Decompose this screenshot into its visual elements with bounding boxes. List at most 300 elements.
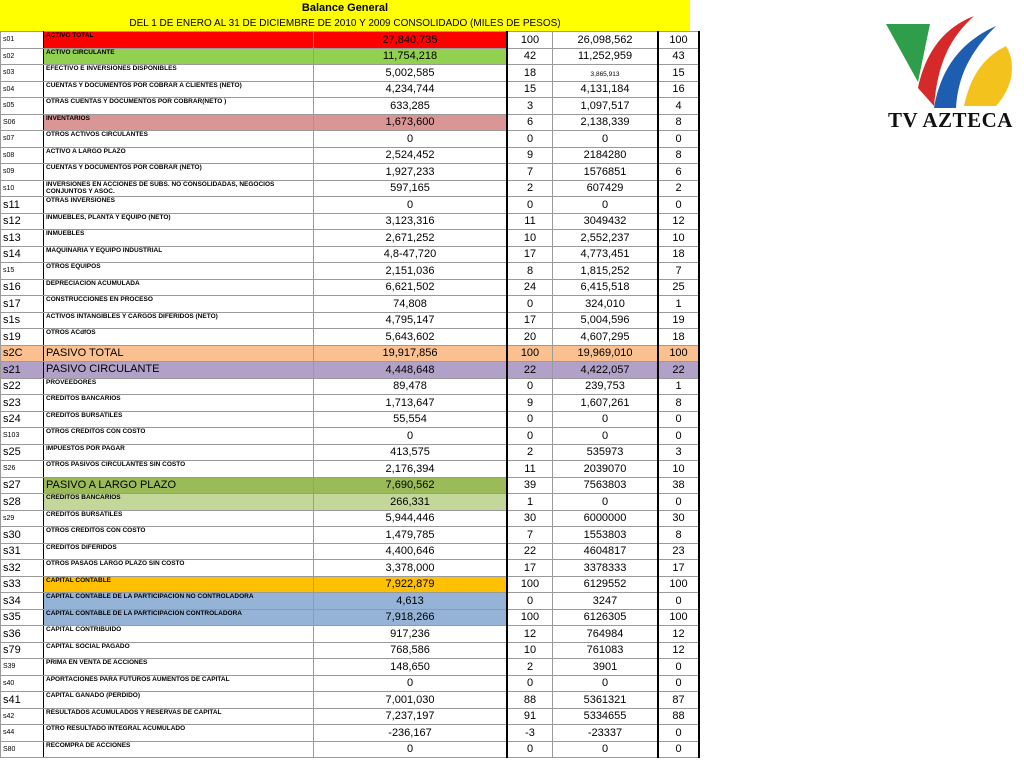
value-2010-text: 4,8-47,720 [383, 248, 437, 261]
percent-2010 [507, 329, 553, 346]
table-row [1, 279, 700, 296]
value-2009-text: 6000000 [583, 512, 627, 525]
row-code-text: s15 [3, 267, 15, 275]
value-2010 [314, 560, 508, 577]
row-description [44, 444, 314, 461]
percent-2010-text: 7 [526, 165, 534, 178]
table-row [1, 741, 700, 758]
value-2010-text: -236,167 [388, 726, 432, 739]
row-description-text: CREDITOS BURSATILES [46, 510, 123, 518]
value-2010 [314, 81, 508, 98]
balance-table [0, 31, 700, 758]
value-2010-text: 1,713,647 [385, 396, 435, 409]
percent-2010-text: 12 [523, 627, 537, 640]
percent-2009-text: 2 [675, 182, 682, 195]
value-2010 [314, 180, 508, 197]
value-2009-text: 1,815,252 [580, 264, 630, 277]
value-2009-text: 535973 [586, 446, 624, 459]
row-description-text: CAPITAL SOCIAL PAGADO [46, 642, 130, 650]
table-row [1, 312, 700, 329]
percent-2010 [507, 114, 553, 131]
row-code-text: S80 [3, 745, 16, 753]
value-2009 [553, 741, 659, 758]
percent-2009-text: 100 [669, 578, 688, 591]
value-2009 [553, 576, 659, 593]
row-code-text: s22 [3, 380, 21, 393]
value-2010 [314, 477, 508, 494]
value-2009 [553, 312, 659, 329]
percent-2009 [658, 576, 699, 593]
row-description-text: OTROS CREDITOS CON COSTO [46, 527, 146, 534]
row-code-text: s32 [3, 561, 21, 574]
percent-2010 [507, 576, 553, 593]
value-2010 [314, 741, 508, 758]
row-code [1, 560, 44, 577]
percent-2009 [658, 81, 699, 98]
row-description-text: IMPUESTOS POR PAGAR [46, 444, 125, 452]
percent-2010-text: 8 [526, 264, 534, 277]
row-description [44, 543, 314, 560]
table-row [1, 642, 700, 659]
percent-2010 [507, 65, 553, 82]
row-code-text: s09 [3, 168, 15, 176]
value-2009 [553, 428, 659, 445]
percent-2009-text: 8 [675, 396, 682, 409]
row-description-text: OTROS PASIVOS CIRCULANTES SIN COSTO [46, 461, 186, 468]
row-code [1, 395, 44, 412]
row-code-text: s41 [3, 693, 21, 706]
table-row [1, 477, 700, 494]
value-2009-text: 19,969,010 [577, 347, 633, 360]
value-2009 [553, 378, 659, 395]
value-2010 [314, 131, 508, 148]
value-2010 [314, 510, 508, 527]
row-description-text: INMUEBLES [46, 230, 85, 237]
percent-2010 [507, 246, 553, 263]
percent-2009 [658, 659, 699, 676]
percent-2010-text: 100 [520, 611, 540, 624]
value-2009-text: 1576851 [583, 165, 627, 178]
percent-2010 [507, 609, 553, 626]
row-description-text: PRIMA EN VENTA DE ACCIONES [46, 659, 148, 666]
percent-2009 [658, 741, 699, 758]
percent-2010 [507, 411, 553, 428]
percent-2009 [658, 444, 699, 461]
percent-2010 [507, 213, 553, 230]
percent-2010-text: 0 [526, 132, 534, 145]
percent-2009-text: 10 [672, 462, 685, 475]
value-2010 [314, 609, 508, 626]
row-code [1, 164, 44, 181]
row-code-text: s1s [3, 314, 21, 327]
percent-2009-text: 18 [672, 330, 685, 343]
value-2010 [314, 65, 508, 82]
row-code [1, 362, 44, 379]
table-row [1, 246, 700, 263]
value-2010 [314, 98, 508, 115]
row-code-text: S06 [3, 118, 16, 126]
percent-2010-text: 100 [520, 347, 540, 360]
percent-2009 [658, 560, 699, 577]
percent-2009-text: 87 [672, 693, 685, 706]
row-code-text: s42 [3, 712, 15, 720]
percent-2010-text: 17 [523, 561, 537, 574]
value-2010 [314, 329, 508, 346]
percent-2009 [658, 362, 699, 379]
row-code-text: s27 [3, 479, 21, 492]
percent-2010 [507, 510, 553, 527]
percent-2009 [658, 411, 699, 428]
percent-2010 [507, 48, 553, 65]
percent-2009 [658, 378, 699, 395]
percent-2009 [658, 197, 699, 214]
percent-2010-text: 88 [523, 693, 537, 706]
row-code-text: s44 [3, 729, 15, 737]
value-2009-text: 26,098,562 [577, 33, 633, 46]
row-code [1, 593, 44, 610]
value-2009-text: 3,865,913 [590, 70, 620, 78]
table-row [1, 114, 700, 131]
row-description-text: OTRO RESULTADO INTEGRAL ACUMULADO [46, 725, 186, 732]
row-description-text: CREDITOS BANCARIOS [46, 494, 121, 501]
row-code-text: S39 [3, 663, 16, 671]
percent-2010 [507, 263, 553, 280]
value-2009 [553, 263, 659, 280]
percent-2009-text: 8 [675, 149, 682, 162]
row-code [1, 98, 44, 115]
percent-2010-text: 10 [523, 231, 537, 244]
row-code [1, 527, 44, 544]
percent-2010-text: 20 [523, 330, 537, 343]
value-2010-text: 5,643,602 [385, 330, 435, 343]
value-2010-text: 2,524,452 [385, 149, 435, 162]
percent-2010 [507, 692, 553, 709]
value-2010 [314, 708, 508, 725]
percent-2009 [658, 180, 699, 197]
row-code-text: s36 [3, 627, 21, 640]
value-2010 [314, 345, 508, 362]
row-description-text: OTROS ACTIVOS CIRCULANTES [46, 131, 148, 138]
table-row [1, 560, 700, 577]
value-2009-text: 6,415,518 [580, 281, 630, 294]
row-description-text: CREDITOS DIFERIDOS [46, 543, 117, 551]
percent-2009 [658, 263, 699, 280]
row-description [44, 741, 314, 758]
percent-2010 [507, 197, 553, 214]
percent-2010 [507, 164, 553, 181]
percent-2009-text: 6 [675, 165, 682, 178]
value-2009 [553, 527, 659, 544]
row-description-text: ACTIVO TOTAL [46, 32, 94, 39]
value-2009 [553, 543, 659, 560]
percent-2010-text: 0 [526, 198, 534, 211]
percent-2009 [658, 642, 699, 659]
value-2009 [553, 362, 659, 379]
percent-2010 [507, 180, 553, 197]
row-description-text: PROVEEDORES [46, 378, 97, 386]
percent-2010-text: 2 [526, 660, 534, 673]
row-description-text: PASIVO TOTAL [46, 346, 124, 359]
value-2010 [314, 378, 508, 395]
percent-2010-text: 18 [523, 66, 537, 79]
percent-2009-text: 8 [675, 528, 682, 541]
percent-2009 [658, 296, 699, 313]
row-description-text: INVENTARIOS [46, 114, 90, 122]
percent-2010-text: 0 [526, 677, 534, 690]
percent-2009-text: 15 [672, 66, 685, 79]
row-description [44, 378, 314, 395]
table-row [1, 659, 700, 676]
row-description [44, 708, 314, 725]
value-2010-text: 1,479,785 [385, 528, 435, 541]
value-2010-text: 7,237,197 [385, 710, 435, 723]
value-2009 [553, 510, 659, 527]
table-row [1, 708, 700, 725]
row-code-text: s11 [3, 198, 20, 211]
percent-2010 [507, 626, 553, 643]
value-2009 [553, 444, 659, 461]
value-2010-text: 7,918,266 [385, 611, 435, 624]
value-2010-text: 633,285 [390, 99, 430, 112]
value-2010-text: 7,690,562 [385, 479, 435, 492]
value-2010-text: 4,795,147 [385, 314, 435, 327]
row-description-text: CAPITAL CONTRIBUIDO [46, 626, 122, 633]
table-row [1, 461, 700, 478]
value-2009 [553, 395, 659, 412]
row-description [44, 296, 314, 313]
value-2010 [314, 32, 508, 49]
percent-2009-text: 17 [672, 561, 685, 574]
row-code [1, 296, 44, 313]
row-code [1, 263, 44, 280]
row-description [44, 477, 314, 494]
table-row [1, 98, 700, 115]
value-2009 [553, 411, 659, 428]
percent-2010-text: 42 [523, 50, 537, 63]
value-2009 [553, 180, 659, 197]
row-code-text: S26 [3, 465, 16, 473]
row-description [44, 428, 314, 445]
value-2009-text: 1553803 [583, 528, 627, 541]
row-description [44, 65, 314, 82]
percent-2009 [658, 246, 699, 263]
row-description [44, 345, 314, 362]
value-2010-text: 5,944,446 [385, 512, 435, 525]
row-code [1, 642, 44, 659]
value-2009 [553, 345, 659, 362]
row-description [44, 114, 314, 131]
percent-2010 [507, 725, 553, 742]
row-code [1, 675, 44, 692]
row-description [44, 312, 314, 329]
value-2010-text: 0 [406, 677, 414, 690]
row-code [1, 32, 44, 49]
table-row [1, 345, 700, 362]
percent-2010 [507, 230, 553, 247]
row-description-text: CAPITAL CONTABLE [46, 576, 111, 584]
row-description [44, 692, 314, 709]
value-2009-text: 1,097,517 [580, 99, 630, 112]
value-2010 [314, 213, 508, 230]
row-code [1, 329, 44, 346]
row-code-text: s12 [3, 215, 21, 228]
value-2009 [553, 230, 659, 247]
percent-2009-text: 0 [675, 660, 682, 673]
percent-2009 [658, 98, 699, 115]
percent-2010-text: 9 [526, 396, 534, 409]
percent-2009-text: 4 [675, 99, 682, 112]
row-description-text: OTROS PASAOS LARGO PLAZO SIN COSTO [46, 560, 185, 567]
value-2009 [553, 626, 659, 643]
percent-2009-text: 3 [675, 446, 682, 459]
row-description [44, 461, 314, 478]
value-2009-text: 0 [601, 429, 609, 442]
value-2009 [553, 675, 659, 692]
table-row [1, 395, 700, 412]
row-code-text: s2C [3, 347, 23, 360]
value-2010 [314, 593, 508, 610]
row-code-text: s10 [3, 184, 15, 192]
row-description-text: OTROS ACdfOS [46, 329, 96, 336]
row-code [1, 230, 44, 247]
value-2010 [314, 296, 508, 313]
table-row [1, 81, 700, 98]
sheet-subtitle: DEL 1 DE ENERO AL 31 DE DICIEMBRE DE 2010 Y 2009 CONSOLIDADO (MILES DE PESOS) [0, 16, 690, 31]
row-code-text: s07 [3, 135, 15, 143]
percent-2010 [507, 543, 553, 560]
row-description [44, 98, 314, 115]
table-row [1, 692, 700, 709]
row-description [44, 246, 314, 263]
value-2009-text: -23337 [587, 726, 623, 739]
percent-2010-text: 17 [523, 314, 537, 327]
value-2009 [553, 461, 659, 478]
value-2010 [314, 312, 508, 329]
value-2010 [314, 527, 508, 544]
value-2010-text: 7,001,030 [385, 693, 435, 706]
percent-2009-text: 100 [669, 611, 688, 624]
row-code-text: s79 [3, 644, 21, 657]
row-description [44, 197, 314, 214]
row-code-text: s40 [3, 679, 15, 687]
percent-2009-text: 19 [672, 314, 685, 327]
row-description [44, 263, 314, 280]
value-2010 [314, 362, 508, 379]
value-2009-text: 6129552 [583, 578, 627, 591]
row-code-text: s35 [3, 611, 21, 624]
table-row [1, 626, 700, 643]
value-2009-text: 324,010 [585, 297, 625, 310]
percent-2009 [658, 593, 699, 610]
value-2010 [314, 411, 508, 428]
percent-2010 [507, 444, 553, 461]
percent-2009-text: 7 [675, 264, 682, 277]
percent-2010 [507, 428, 553, 445]
row-description [44, 147, 314, 164]
row-code [1, 312, 44, 329]
table-row [1, 213, 700, 230]
value-2010-text: 597,165 [390, 182, 430, 195]
table-row [1, 65, 700, 82]
table-row [1, 675, 700, 692]
percent-2009 [658, 543, 699, 560]
percent-2009-text: 38 [672, 479, 685, 492]
value-2010-text: 2,176,394 [385, 462, 435, 475]
value-2010 [314, 461, 508, 478]
value-2010-text: 0 [406, 429, 414, 442]
value-2009 [553, 609, 659, 626]
value-2009-text: 0 [601, 413, 609, 426]
percent-2009 [658, 131, 699, 148]
row-description [44, 32, 314, 49]
value-2009-text: 5,004,596 [580, 314, 630, 327]
percent-2010 [507, 560, 553, 577]
row-description [44, 609, 314, 626]
percent-2010 [507, 675, 553, 692]
row-code-text: s16 [3, 281, 21, 294]
value-2010-text: 2,671,252 [385, 231, 435, 244]
row-description-text: MAQUINARIA Y EQUIPO INDUSTRIAL [46, 246, 163, 254]
row-code-text: s05 [3, 102, 15, 110]
percent-2010-text: 0 [526, 413, 534, 426]
row-code [1, 48, 44, 65]
percent-2010-text: 11 [524, 215, 536, 228]
row-description [44, 675, 314, 692]
row-description [44, 659, 314, 676]
value-2009-text: 5361321 [583, 693, 627, 706]
percent-2010 [507, 98, 553, 115]
row-code-text: s23 [3, 396, 21, 409]
percent-2010-text: 2 [526, 182, 534, 195]
percent-2010-text: 24 [523, 281, 537, 294]
percent-2010-text: 10 [523, 644, 537, 657]
value-2009-text: 0 [601, 132, 609, 145]
row-description [44, 527, 314, 544]
value-2009-text: 0 [601, 677, 609, 690]
row-code [1, 378, 44, 395]
percent-2009 [658, 725, 699, 742]
value-2009 [553, 708, 659, 725]
percent-2010 [507, 345, 553, 362]
value-2010-text: 7,922,879 [385, 578, 435, 591]
percent-2010 [507, 659, 553, 676]
percent-2009-text: 30 [672, 512, 685, 525]
row-code-text: s13 [3, 231, 21, 244]
row-description-text: CUENTAS Y DOCUMENTOS POR COBRAR (NETO) [46, 164, 202, 171]
value-2010 [314, 675, 508, 692]
row-description-text: PASIVO CIRCULANTE [46, 363, 160, 376]
percent-2010-text: 11 [524, 462, 536, 475]
percent-2009-text: 100 [669, 347, 688, 360]
value-2009-text: 1,607,261 [580, 396, 630, 409]
percent-2009-text: 88 [672, 710, 685, 723]
row-code [1, 461, 44, 478]
row-code-text: s31 [3, 545, 21, 558]
percent-2009-text: 0 [675, 743, 682, 756]
table-row [1, 510, 700, 527]
row-code-text: s30 [3, 528, 21, 541]
percent-2010 [507, 527, 553, 544]
value-2010 [314, 114, 508, 131]
value-2010-text: 4,234,744 [385, 83, 435, 96]
value-2009 [553, 560, 659, 577]
value-2009 [553, 32, 659, 49]
value-2009 [553, 725, 659, 742]
value-2010-text: 917,236 [390, 627, 430, 640]
percent-2010-text: 1 [526, 495, 534, 508]
table-row [1, 428, 700, 445]
table-row [1, 527, 700, 544]
